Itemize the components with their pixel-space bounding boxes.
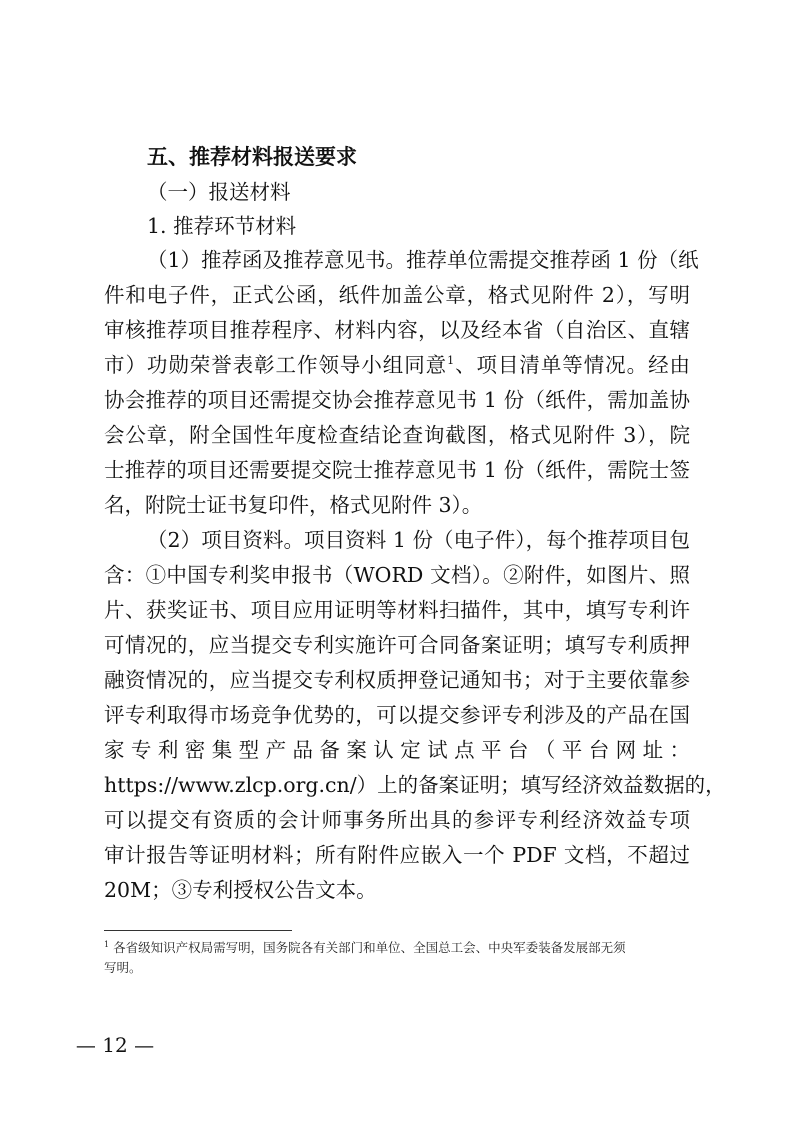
paragraph-line: 片、获奖证书、项目应用证明等材料扫描件，其中，填写专利许 — [104, 598, 690, 622]
paragraph-line-segment: 市）功勋荣誉表彰工作领导小组同意 — [104, 353, 448, 377]
paragraph-line: 名，附院士证书复印件，格式见附件 3）。 — [104, 493, 483, 517]
paragraph-line: 含：①中国专利奖申报书（WORD 文档）。②附件，如图片、照 — [104, 563, 690, 587]
footnote-line: 写明。 — [104, 960, 142, 975]
paragraph-line: 可情况的，应当提交专利实施许可合同备案证明；填写专利质押 — [104, 633, 690, 657]
paragraph-line: 融资情况的，应当提交专利权质押登记通知书；对于主要依靠参 — [104, 668, 690, 692]
paragraph-line: 可以提交有资质的会计师事务所出具的参评专利经济效益专项 — [104, 808, 690, 832]
paragraph-line: 审核推荐项目推荐程序、材料内容，以及经本省（自治区、直辖 — [104, 318, 690, 342]
paragraph-line: 家专利密集型产品备案认定试点平台（平台网址： — [104, 738, 690, 762]
page-number: — 12 — — [75, 1033, 155, 1057]
paragraph-line: https://www.zlcp.org.cn/）上的备案证明；填写经济效益数据的， — [104, 773, 726, 797]
paragraph-line-segment: 、项目清单等情况。经由 — [454, 353, 691, 377]
footnote-text: 各省级知识产权局需写明，国务院各有关部门和单位、全国总工会、中央军委装备发展部无须 — [113, 940, 626, 955]
section-heading: 五、推荐材料报送要求 — [147, 145, 357, 169]
item-heading: 1. 推荐环节材料 — [147, 214, 297, 238]
paragraph-line — [104, 350, 690, 380]
paragraph-line: 20M；③专利授权公告文本。 — [104, 878, 377, 902]
footnote-marker: 1 — [104, 940, 110, 949]
paragraph-line: （2）项目资料。项目资料 1 份（电子件），每个推荐项目包 — [147, 528, 690, 552]
paragraph-line: 协会推荐的项目还需提交协会推荐意见书 1 份（纸件，需加盖协 — [104, 388, 690, 412]
paragraph-line: 件和电子件，正式公函，纸件加盖公章，格式见附件 2），写明 — [104, 283, 690, 307]
paragraph-line: 审计报告等证明材料；所有附件应嵌入一个 PDF 文档，不超过 — [104, 843, 690, 867]
subsection-heading: （一）报送材料 — [147, 180, 291, 204]
paragraph-line: 会公章，附全国性年度检查结论查询截图，格式见附件 3），院 — [104, 423, 690, 447]
footnote-reference[interactable]: 1 — [447, 354, 455, 367]
paragraph-line: 士推荐的项目还需要提交院士推荐意见书 1 份（纸件，需院士签 — [104, 458, 690, 482]
footnote-line — [104, 938, 690, 958]
footnote-divider — [104, 930, 292, 931]
paragraph-line: （1）推荐函及推荐意见书。推荐单位需提交推荐函 1 份（纸 — [147, 248, 699, 272]
paragraph-line: 评专利取得市场竞争优势的，可以提交参评专利涉及的产品在国 — [104, 703, 690, 727]
